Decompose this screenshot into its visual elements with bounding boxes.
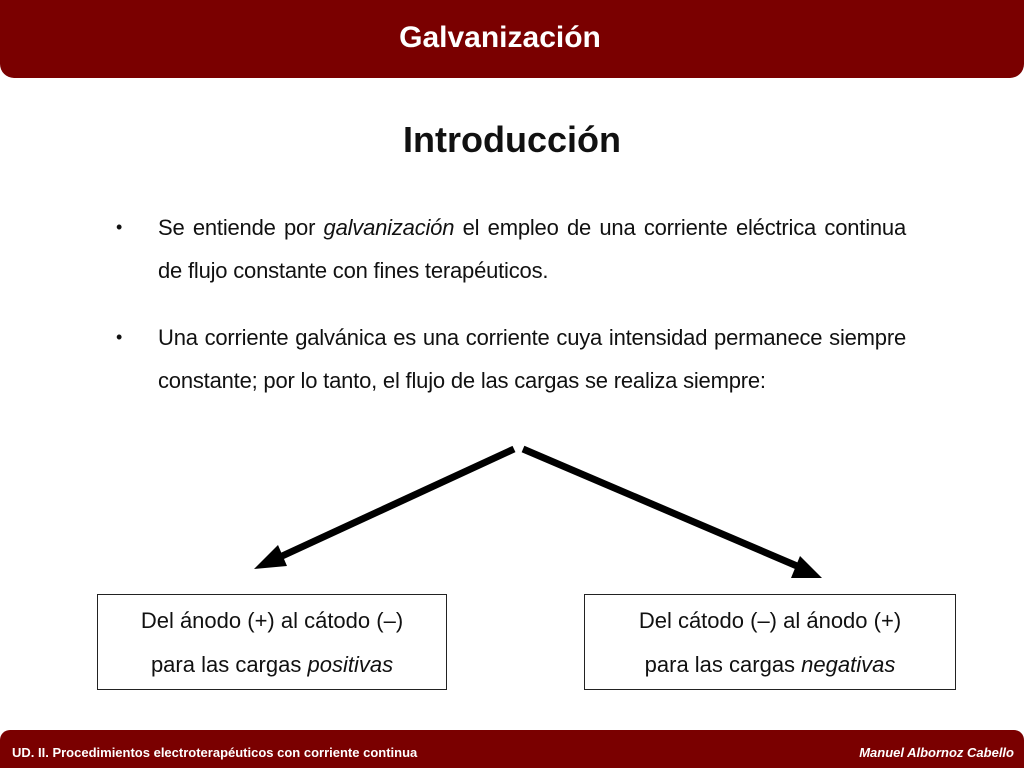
cathode-to-anode-box <box>584 594 956 690</box>
header-banner <box>0 0 1024 78</box>
bullet-text <box>158 206 906 292</box>
footer-unit-title: UD. II. Procedimientos electroterapéuticos con corriente continua <box>12 745 418 760</box>
positive-charges-emphasis: positivas <box>307 652 394 677</box>
right-arrow <box>523 449 822 578</box>
footer-author: Manuel Albornoz Cabello <box>859 745 1014 760</box>
positive-charges-line <box>98 643 446 687</box>
slide-header-title: Galvanización <box>399 21 601 54</box>
bullet-list <box>116 206 906 402</box>
bullet-text-end: el empleo de una corriente eléctrica continua de flujo constante con fines terapéuticos. <box>158 215 906 283</box>
bullet-item-galvanic-current <box>116 316 906 402</box>
anode-to-cathode-box <box>97 594 447 690</box>
positive-charges-prefix: para las cargas <box>150 652 308 677</box>
bullet-item-definition <box>116 206 906 292</box>
bullet-text-emphasis: galvanización <box>323 215 455 240</box>
left-arrow <box>254 449 514 569</box>
footer-bar <box>0 730 1024 768</box>
bullet-marker: • <box>116 327 123 347</box>
negative-charges-line <box>585 643 955 687</box>
anode-to-cathode-line: Del ánodo (+) al cátodo (–) <box>140 608 404 633</box>
section-title: Introducción <box>403 119 621 160</box>
negative-charges-emphasis: negativas <box>801 652 896 677</box>
negative-charges-prefix: para las cargas <box>644 652 802 677</box>
bullet-text-start: Se entiende por <box>158 215 324 240</box>
cathode-to-anode-line: Del cátodo (–) al ánodo (+) <box>638 608 902 633</box>
bullet-marker: • <box>116 217 123 237</box>
bullet-text: Una corriente galvánica es una corriente cuya intensidad permanece siempre constante; por lo tanto, el flujo de las cargas se realiza siempre: <box>158 325 906 393</box>
